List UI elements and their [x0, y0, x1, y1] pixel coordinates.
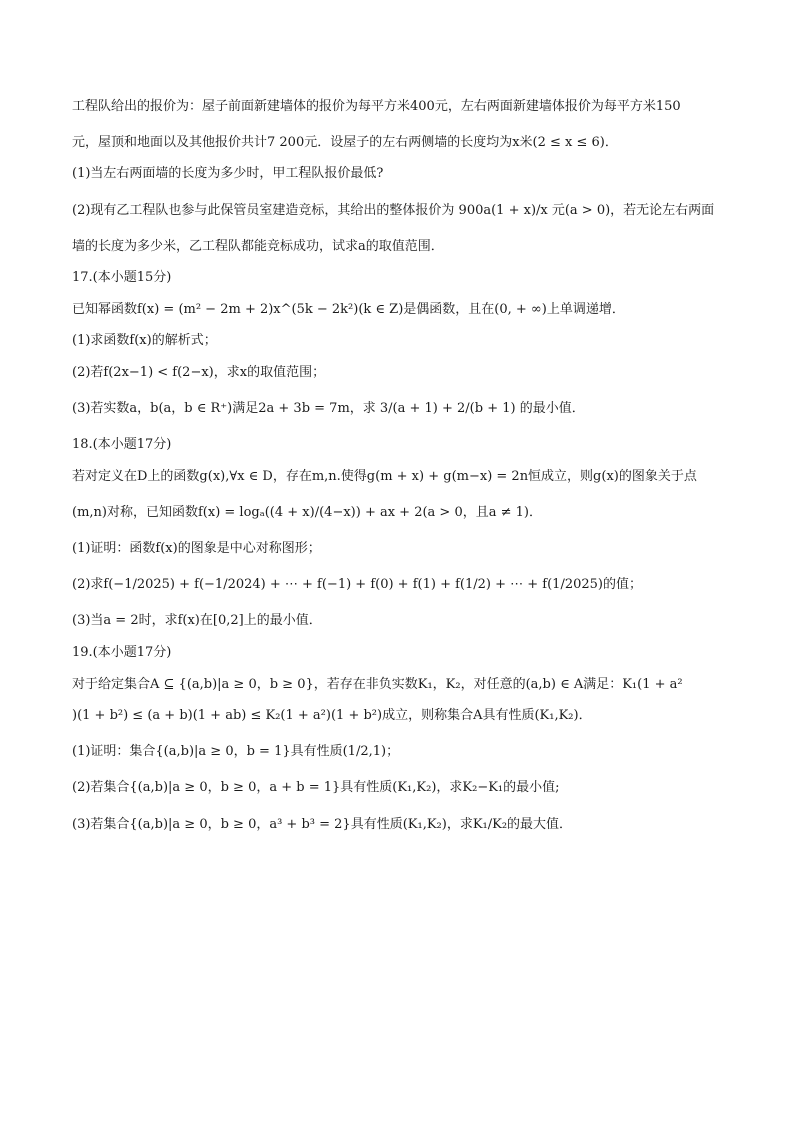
text-line: (3)若实数a，b(a，b ∈ R⁺)满足2a + 3b = 7m，求 3/(a + 1) + 2/(b + 1) 的最小值．	[72, 401, 585, 416]
text-line: 墙的长度为多少米，乙工程队都能竞标成功，试求a的取值范围．	[72, 239, 444, 254]
question-heading-18: 18.(本小题17分)	[72, 437, 172, 452]
text-line: (2)求f(−1/2025) + f(−1/2024) + ⋯ + f(−1) + f(0) + f(1) + f(1/2) + ⋯ + f(1/2025)的值；	[72, 577, 642, 592]
text-line: (1)证明：函数f(x)的图象是中心对称图形；	[72, 541, 321, 556]
text-line: (1)证明：集合{(a,b)|a ≥ 0，b = 1}具有性质(1/2,1)；	[72, 744, 400, 759]
text-line: (3)若集合{(a,b)|a ≥ 0，b ≥ 0，a³ + b³ = 2}具有性质(K₁,K₂)，求K₁/K₂的最大值．	[72, 817, 573, 832]
text-line: 对于给定集合A ⊆ {(a,b)|a ≥ 0，b ≥ 0}，若存在非负实数K₁，K₂，对任意的(a,b) ∈ A满足：K₁(1 + a²	[72, 677, 683, 692]
text-line: (2)现有乙工程队也参与此保管员室建造竞标，其给出的整体报价为 900a(1 + x)/x 元(a > 0)，若无论左右两面	[72, 203, 715, 218]
text-line: (1)当左右两面墙的长度为多少时，甲工程队报价最低?	[72, 166, 384, 181]
text-line: (m,n)对称，已知函数f(x) = logₐ((4 + x)/(4−x)) + ax + 2(a > 0，且a ≠ 1)．	[72, 505, 542, 520]
text-line: (3)当a = 2时，求f(x)在[0,2]上的最小值．	[72, 613, 322, 628]
text-line: 元，屋顶和地面以及其他报价共计7 200元．设屋子的左右两侧墙的长度均为x米(2 ≤ x ≤ 6)．	[72, 135, 618, 150]
text-line: 已知幂函数f(x) = (m² − 2m + 2)x^(5k − 2k²)(k ∈ Z)是偶函数，且在(0, + ∞)上单调递增．	[72, 302, 625, 317]
question-heading-19: 19.(本小题17分)	[72, 645, 172, 660]
text-line: (2)若集合{(a,b)|a ≥ 0，b ≥ 0，a + b = 1}具有性质(K₁,K₂)，求K₂−K₁的最小值;	[72, 780, 560, 795]
question-heading-17: 17.(本小题15分)	[72, 270, 172, 285]
text-line: (2)若f(2x−1) < f(2−x)，求x的取值范围；	[72, 365, 326, 380]
text-line: 工程队给出的报价为：屋子前面新建墙体的报价为每平方米400元，左右两面新建墙体报价为每平方米150	[72, 99, 681, 114]
text-line: 若对定义在D上的函数g(x),∀x ∈ D，存在m,n.使得g(m + x) + g(m−x) = 2n恒成立，则g(x)的图象关于点	[72, 469, 697, 484]
text-line: )(1 + b²) ≤ (a + b)(1 + ab) ≤ K₂(1 + a²)(1 + b²)成立，则称集合A具有性质(K₁,K₂)．	[72, 708, 592, 723]
text-line: (1)求函数f(x)的解析式；	[72, 333, 217, 348]
